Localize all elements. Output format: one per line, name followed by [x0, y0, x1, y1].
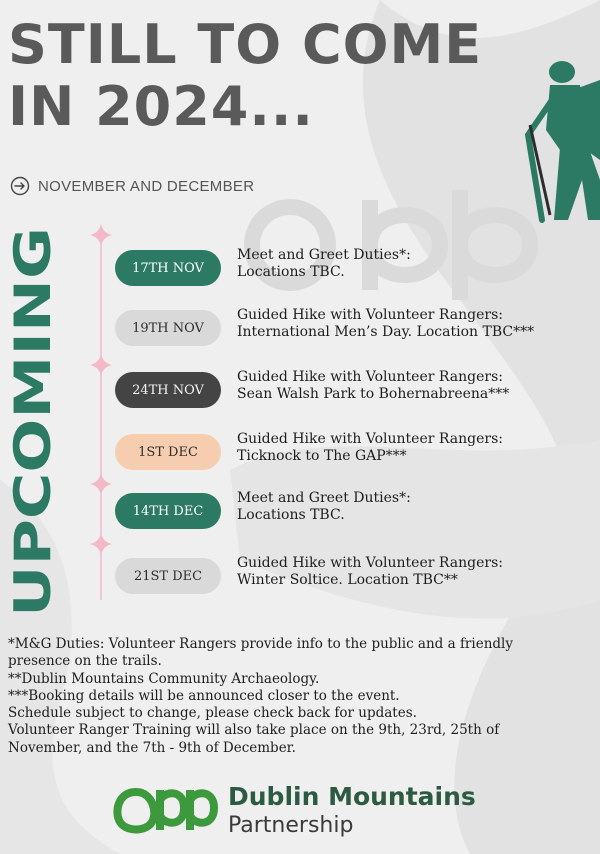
footnote-line: ***Booking details will be announced closer to the event.	[8, 687, 400, 704]
event-detail: Sean Walsh Park to Bohernabreena***	[237, 386, 510, 402]
sparkle-icon	[90, 224, 112, 246]
date-badge: 21ST DEC	[115, 558, 221, 594]
brand-name-line-2: Partnership	[228, 813, 354, 838]
date-badge: 1ST DEC	[115, 434, 221, 470]
footnotes	[8, 636, 598, 757]
upcoming-vertical-label	[4, 225, 62, 620]
event-description	[237, 490, 592, 524]
event-description	[237, 555, 592, 589]
event-description	[237, 247, 592, 281]
event-item	[115, 428, 595, 476]
footnote-line: Volunteer Ranger Training will also take place on the 9th, 23rd, 25th of	[8, 722, 500, 739]
event-title: Meet and Greet Duties*:	[237, 247, 411, 263]
event-item	[115, 487, 595, 535]
event-title: Guided Hike with Volunteer Rangers:	[237, 555, 503, 571]
event-detail: Winter Soltice. Location TBC**	[237, 572, 458, 588]
brand-name	[228, 782, 476, 840]
footnote-line: November, and the 7th - 9th of December.	[8, 739, 296, 756]
event-item	[115, 552, 595, 600]
page-title	[8, 14, 482, 138]
footnote-line: presence on the trails.	[8, 653, 162, 670]
title-line-1: STILL TO COME	[8, 13, 483, 76]
date-badge: 24TH NOV	[115, 372, 221, 408]
footnote-line: *M&G Duties: Volunteer Rangers provide info to the public and a friendly	[8, 636, 513, 652]
event-detail: Ticknock to The GAP***	[237, 448, 407, 464]
sparkle-icon	[90, 473, 112, 495]
date-badge: 17TH NOV	[115, 250, 221, 286]
event-detail: Locations TBC.	[237, 264, 345, 280]
event-item	[115, 304, 595, 352]
event-title: Guided Hike with Volunteer Rangers:	[237, 369, 503, 385]
sparkle-icon	[90, 533, 112, 555]
dmp-logo-icon	[108, 782, 220, 836]
event-description	[237, 369, 592, 403]
event-description	[237, 307, 592, 341]
date-badge: 14TH DEC	[115, 493, 221, 529]
svg-text:UPCOMING: UPCOMING	[4, 309, 62, 617]
section-subtitle	[10, 176, 254, 196]
brand-name-line-1: Dublin Mountains	[228, 782, 476, 811]
event-title: Guided Hike with Volunteer Rangers:	[237, 431, 503, 447]
event-item	[115, 244, 595, 292]
footnote-line: Schedule subject to change, please check back for updates.	[8, 705, 417, 722]
sparkle-icon	[90, 354, 112, 376]
event-description	[237, 431, 592, 465]
event-detail: Locations TBC.	[237, 507, 345, 523]
event-detail: International Men’s Day. Location TBC***	[237, 324, 535, 340]
event-title: Guided Hike with Volunteer Rangers:	[237, 307, 503, 323]
subtitle-text: NOVEMBER AND DECEMBER	[38, 177, 255, 195]
arrow-circle-icon	[10, 176, 30, 196]
event-item	[115, 366, 595, 414]
hiker-icon	[520, 30, 600, 220]
date-badge: 19TH NOV	[115, 310, 221, 346]
event-title: Meet and Greet Duties*:	[237, 490, 411, 506]
title-line-2: IN 2024...	[8, 75, 314, 138]
footnote-line: **Dublin Mountains Community Archaeology.	[8, 670, 320, 687]
